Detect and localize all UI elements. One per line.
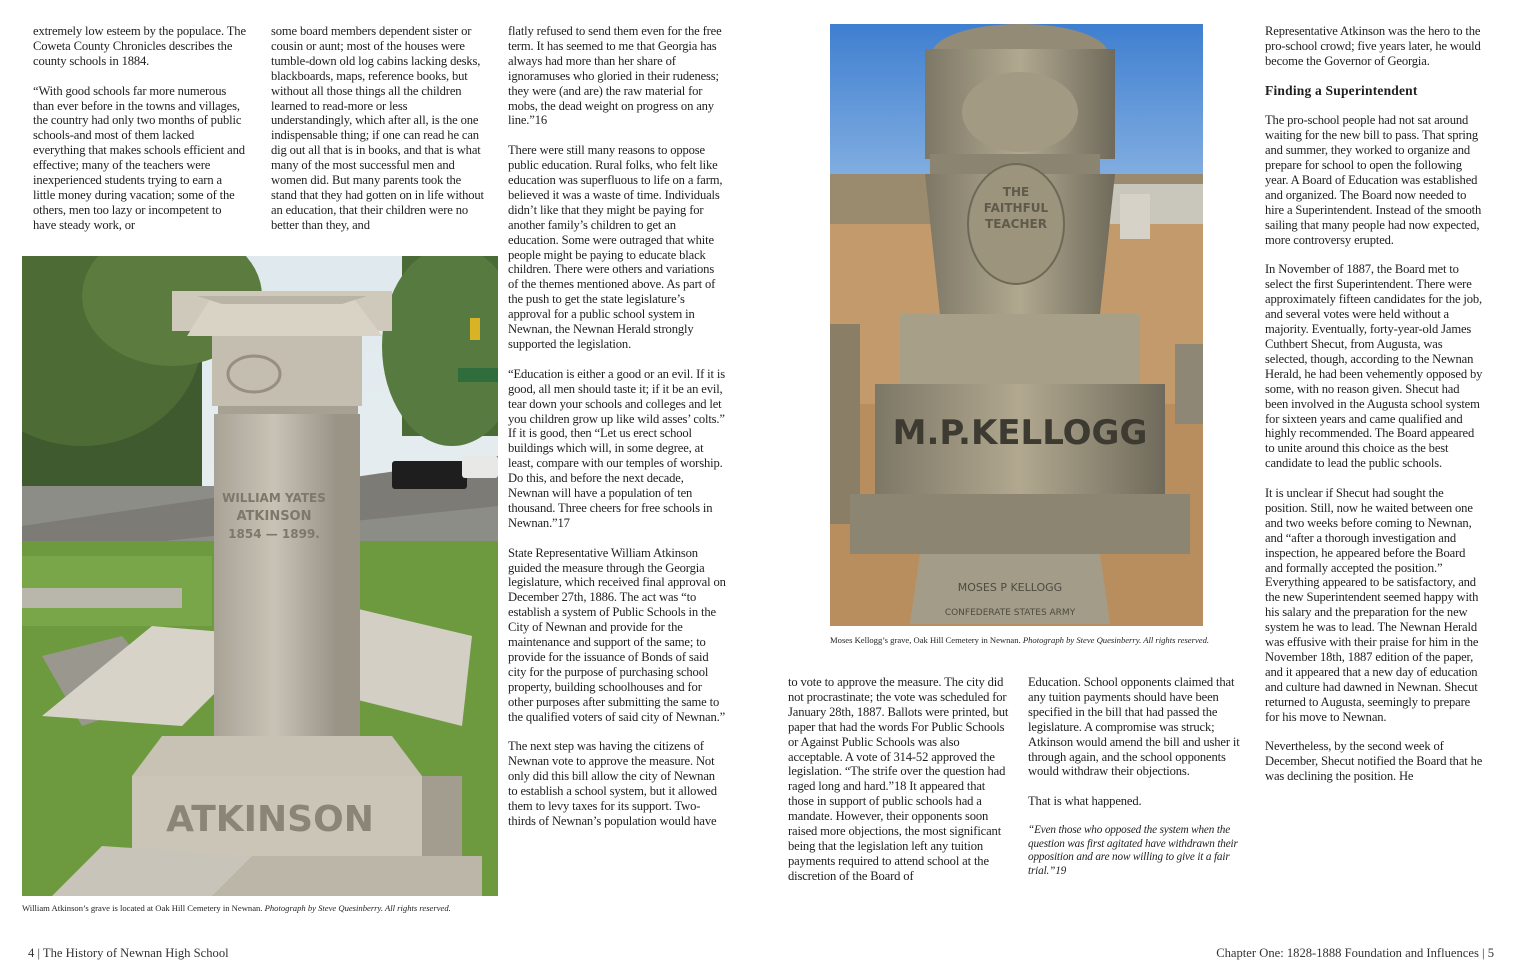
left-column-1 <box>33 24 247 248</box>
paragraph: The pro-school people had not sat around waiting for the new bill to pass. That spring and summer, they worked to organize and prepare for school to open the following year. A Board of Education was established and organized. The Board now needed to hire a Superintendent. Instead of the smooth sailing that many people had now expected, more controversy erupted. <box>1265 113 1482 247</box>
right-column-1 <box>788 675 1010 899</box>
left-column-3 <box>508 24 726 844</box>
paragraph: some board members dependent sister or cousin or aunt; most of the houses were tumble-down old log cabins lacking desks, blackboards, maps, reference books, but without all those things all the children learned to read-more or less understandingly, which after all, is the one indispensable thing; if one can read he can dig out all that is in books, and that is what many of the most successful men and women did. But many parents took the stand that they had gotten on in life without an education, that their children were no better than they, and <box>271 24 484 232</box>
atkinson-grave-photo <box>22 256 498 896</box>
paragraph: flatly refused to send them even for the free term. It has seemed to me that Georgia has always had more than her share of ignoramuses who gloried in their rudeness; they were (and are) the raw material for mobs, the dead weight on progress on any line.”16 <box>508 24 722 128</box>
section-heading: Finding a Superintendent <box>1265 82 1418 98</box>
paragraph: “Education is either a good or an evil. If it is good, all men should taste it; if it be an evil, tear down your schools and colleges and let you children grow up like wild asses’ colts.” If it is good, then “Let us erect school buildings which will, in some degree, at least, compare with our temples of worship. Do this, and before the next decade, Newnan will have a population of ten thousand. Three cheers for free schools in Newnan.”17 <box>508 366 725 530</box>
right-page <box>757 0 1514 980</box>
right-page-footer: Chapter One: 1828-1888 Foundation and Influences | 5 <box>1216 946 1494 960</box>
paragraph: It is unclear if Shecut had sought the position. Still, now he waited between one and two weeks before coming to Newnan, and “after a thorough investigation and inspection, he appeared before the Board and formally accepted the position.” Everything appeared to be satisfactory, and the new Superintendent seemed happy with his salary and the preparation for the new system he was to lead. The Newnan Herald was effusive with their praise for him in the November 18th, 1887 edition of the paper, and it appeared that a new day of education and culture had dawned in Newnan. Shecut returned to Augusta, seemingly to prepare for his move to Newnan. <box>1265 486 1479 724</box>
right-column-2 <box>1028 675 1250 893</box>
paragraph: That is what happened. <box>1028 794 1142 809</box>
paragraph: to vote to approve the measure. The city did not procrastinate; the vote was scheduled for January 28th, 1887. Ballots were printed, but paper that had the words For Public Schools or Against Public Schools was also acceptable. A vote of 314-52 approved the legislation. “The strife over the question had raged long and hard.”18 It appeared that those in support of public schools had a mandate. However, their opponents soon raised more objections, the most significant being that the legislation left any tuition payments required to attend school at the discretion of the Board of <box>788 675 1009 883</box>
marker-line-1: MOSES P KELLOGG <box>957 581 1063 594</box>
paragraph: There were still many reasons to oppose public education. Rural folks, who felt like education was superfluous to life on a farm, believed it was a waste of time. Individuals didn’t like that they might be paying for another family’s children to get an education. Some were outraged that white people might be paying to educate black children. There were others and variations of the themes mentioned above. As part of the push to get the state legislature’s approval for a public school system in Newnan, the Newnan Herald strongly supported the legislation. <box>508 143 723 352</box>
atkinson-photo-caption <box>22 903 452 914</box>
marker-line-2: CONFEDERATE STATES ARMY <box>944 608 1076 618</box>
inscription-surname: ATKINSON <box>236 509 312 524</box>
base-inscription: ATKINSON <box>166 799 374 840</box>
inscription-name: WILLIAM YATES <box>222 491 326 505</box>
plaque-line-1: THE <box>1002 185 1030 199</box>
paragraph: Representative Atkinson was the hero to the pro-school crowd; five years later, he would become the Governor of Georgia. <box>1265 24 1481 68</box>
left-column-2 <box>271 24 485 248</box>
kellogg-grave-illustration <box>830 24 1203 626</box>
caption-credit: Photograph by Steve Quesinberry. All rights reserved. <box>1022 635 1210 645</box>
paragraph: “With good schools far more numerous than ever before in the towns and villages, the country had only two months of public schools-and most of them lacked everything that makes schools efficient and effective; many of the teachers were inexperienced students trying to earn a little money during vacation; some of the others, men too lazy or incompetent to have steady work, or <box>33 83 245 232</box>
plaque-line-2: FAITHFUL <box>983 201 1049 215</box>
paragraph: The next step was having the citizens of Newnan vote to approve the measure. Not only did this bill allow the city of Newnan to establish a school system, but it allowed them to levy taxes for its support. Two-thirds of Newnan’s population would have <box>508 739 717 828</box>
paragraph: State Representative William Atkinson guided the measure through the Georgia legislature, which received final approval on December 27th, 1886. The act was “to establish a system of Public Schools in the City of Newnan and provide for the maintenance and support of the same; to provide for the issuance of Bonds of said city for the purpose of purchasing school property, building schoolhouses and for other purposes after submitting the same to the qualified voters of said city of Newnan.” <box>508 545 726 724</box>
paragraph: Nevertheless, by the second week of December, Shecut notified the Board that he was declining the position. He <box>1265 739 1483 784</box>
caption-text: William Atkinson’s grave is located at Oak Hill Cemetery in Newnan. <box>22 903 263 913</box>
left-page-footer: 4 | The History of Newnan High School <box>28 946 229 960</box>
paragraph: extremely low esteem by the populace. The Coweta County Chronicles describes the county schools in 1884. <box>33 24 246 68</box>
pull-quote: “Even those who opposed the system when the question was first agitated have withdrawn their opposition and are now willing to give it a fair trial.”19 <box>1028 824 1238 877</box>
kellogg-photo-caption <box>830 635 1210 646</box>
paragraph: Education. School opponents claimed that any tuition payments should have been specified in the bill that had passed the legislature. A compromise was struck; Atkinson would amend the bill and usher it through again, and the school opponents would withdraw their objections. <box>1028 675 1240 779</box>
right-column-3 <box>1265 24 1483 799</box>
caption-credit: Photograph by Steve Quesinberry. All rights reserved. <box>264 903 451 913</box>
paragraph: In November of 1887, the Board met to select the first Superintendent. There were approximately fifteen candidates for the job, and several votes were held without a majority. Eventually, forty-year-old James Cuthbert Shecut, from Augusta, was selected, though, according to the Newnan Herald, he had been vehemently opposed by some, with no reason given. Shecut had been involved in the Augusta school system for sixteen years and came qualified and highly recommended. The Board appeared to unite around this choice as the best candidate to lead the public schools. <box>1265 262 1483 471</box>
inscription-years: 1854 — 1899. <box>228 527 320 541</box>
caption-text: Moses Kellogg’s grave, Oak Hill Cemetery in Newnan. <box>830 635 1021 645</box>
kellogg-grave-photo <box>830 24 1203 626</box>
plaque-line-3: TEACHER <box>985 217 1047 231</box>
atkinson-grave-illustration <box>22 256 498 896</box>
kellogg-base-inscription: M.P.KELLOGG <box>892 413 1148 453</box>
